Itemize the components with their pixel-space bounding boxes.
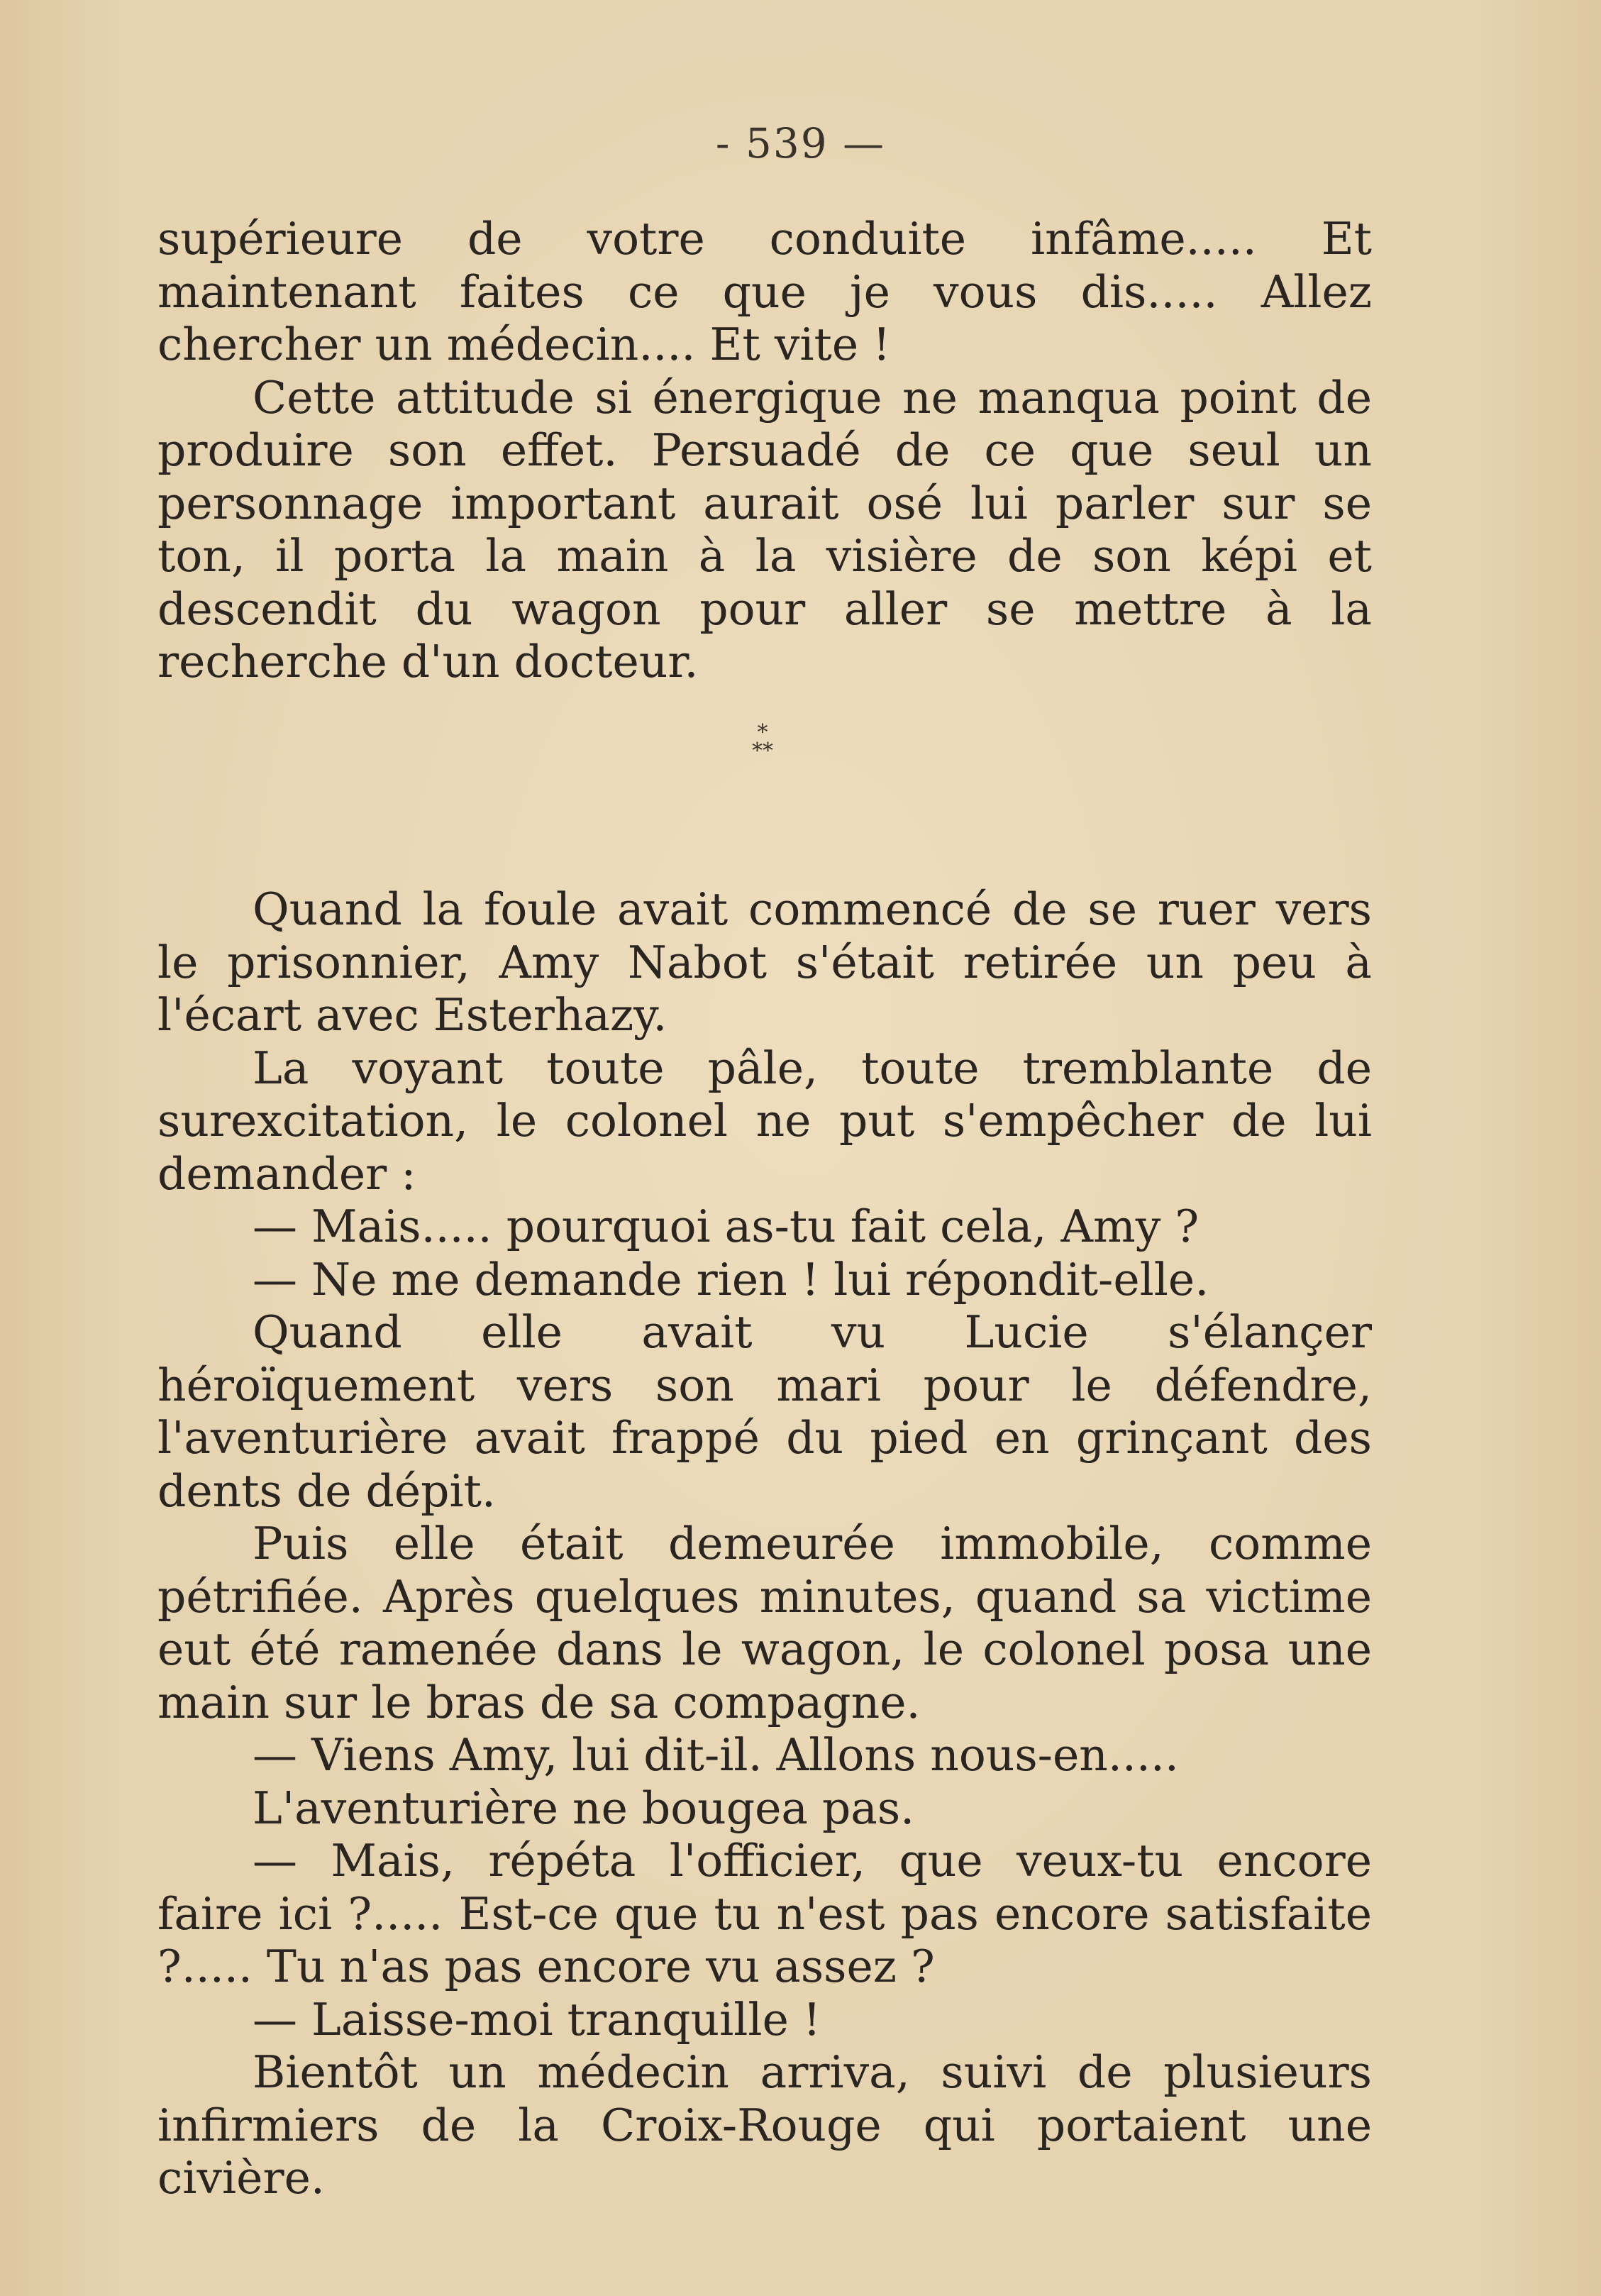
paragraph: L'aventurière ne bougea pas.	[253, 1782, 915, 1834]
paragraph: Quand la foule avait commencé de se ruer vers le prisonnier, Amy Nabot s'était retirée un peu à l'écart avec Esterhazy.	[157, 883, 1372, 1041]
asterism-top: *	[757, 720, 768, 745]
asterism-bottom: **	[752, 739, 773, 763]
dialogue-line: — Mais, répéta l'officier, que veux-tu encore faire ici ?..... Est-ce que tu n'est pas encore satisfaite ?..... Tu n'as pas encore vu assez ?	[157, 1835, 1372, 1992]
paragraph: Bientôt un médecin arriva, suivi de plusieurs infirmiers de la Croix-Rouge qui portaient une civière.	[157, 2046, 1372, 2204]
text-section-2	[157, 883, 1372, 2205]
paragraph: Puis elle était demeurée immobile, comme pétrifiée. Après quelques minutes, quand sa victime eut été ramenée dans le wagon, le colonel posa une main sur le bras de sa compagne.	[157, 1518, 1372, 1728]
paragraph: Cette attitude si énergique ne manqua point de produire son effet. Persuadé de ce que seul un personnage important aurait osé lui parler sur se ton, il porta la main à la visière de son képi et descendit du wagon pour aller se mettre à la recherche d'un docteur.	[157, 371, 1372, 688]
dialogue-line: — Mais..... pourquoi as-tu fait cela, Amy ?	[253, 1201, 1200, 1252]
dialogue-line: — Laisse-moi tranquille !	[253, 1993, 821, 2046]
text-section-1	[157, 213, 1372, 689]
section-separator	[731, 720, 794, 763]
dialogue-line: — Viens Amy, lui dit-il. Allons nous-en.....	[253, 1729, 1179, 1781]
paragraph: La voyant toute pâle, toute tremblante de surexcitation, le colonel ne put s'empêcher de lui demander :	[157, 1042, 1372, 1200]
page-number: - 539 —	[715, 119, 886, 167]
paragraph: Quand elle avait vu Lucie s'élançer héroïquement vers son mari pour le défendre, l'aventurière avait frappé du pied en grinçant des dents de dépit.	[157, 1306, 1372, 1517]
dialogue-line: — Ne me demande rien ! lui répondit-elle.	[253, 1253, 1209, 1306]
paragraph: supérieure de votre conduite infâme..... Et maintenant faites ce que je vous dis..... Allez chercher un médecin.... Et vite !	[157, 213, 1372, 370]
